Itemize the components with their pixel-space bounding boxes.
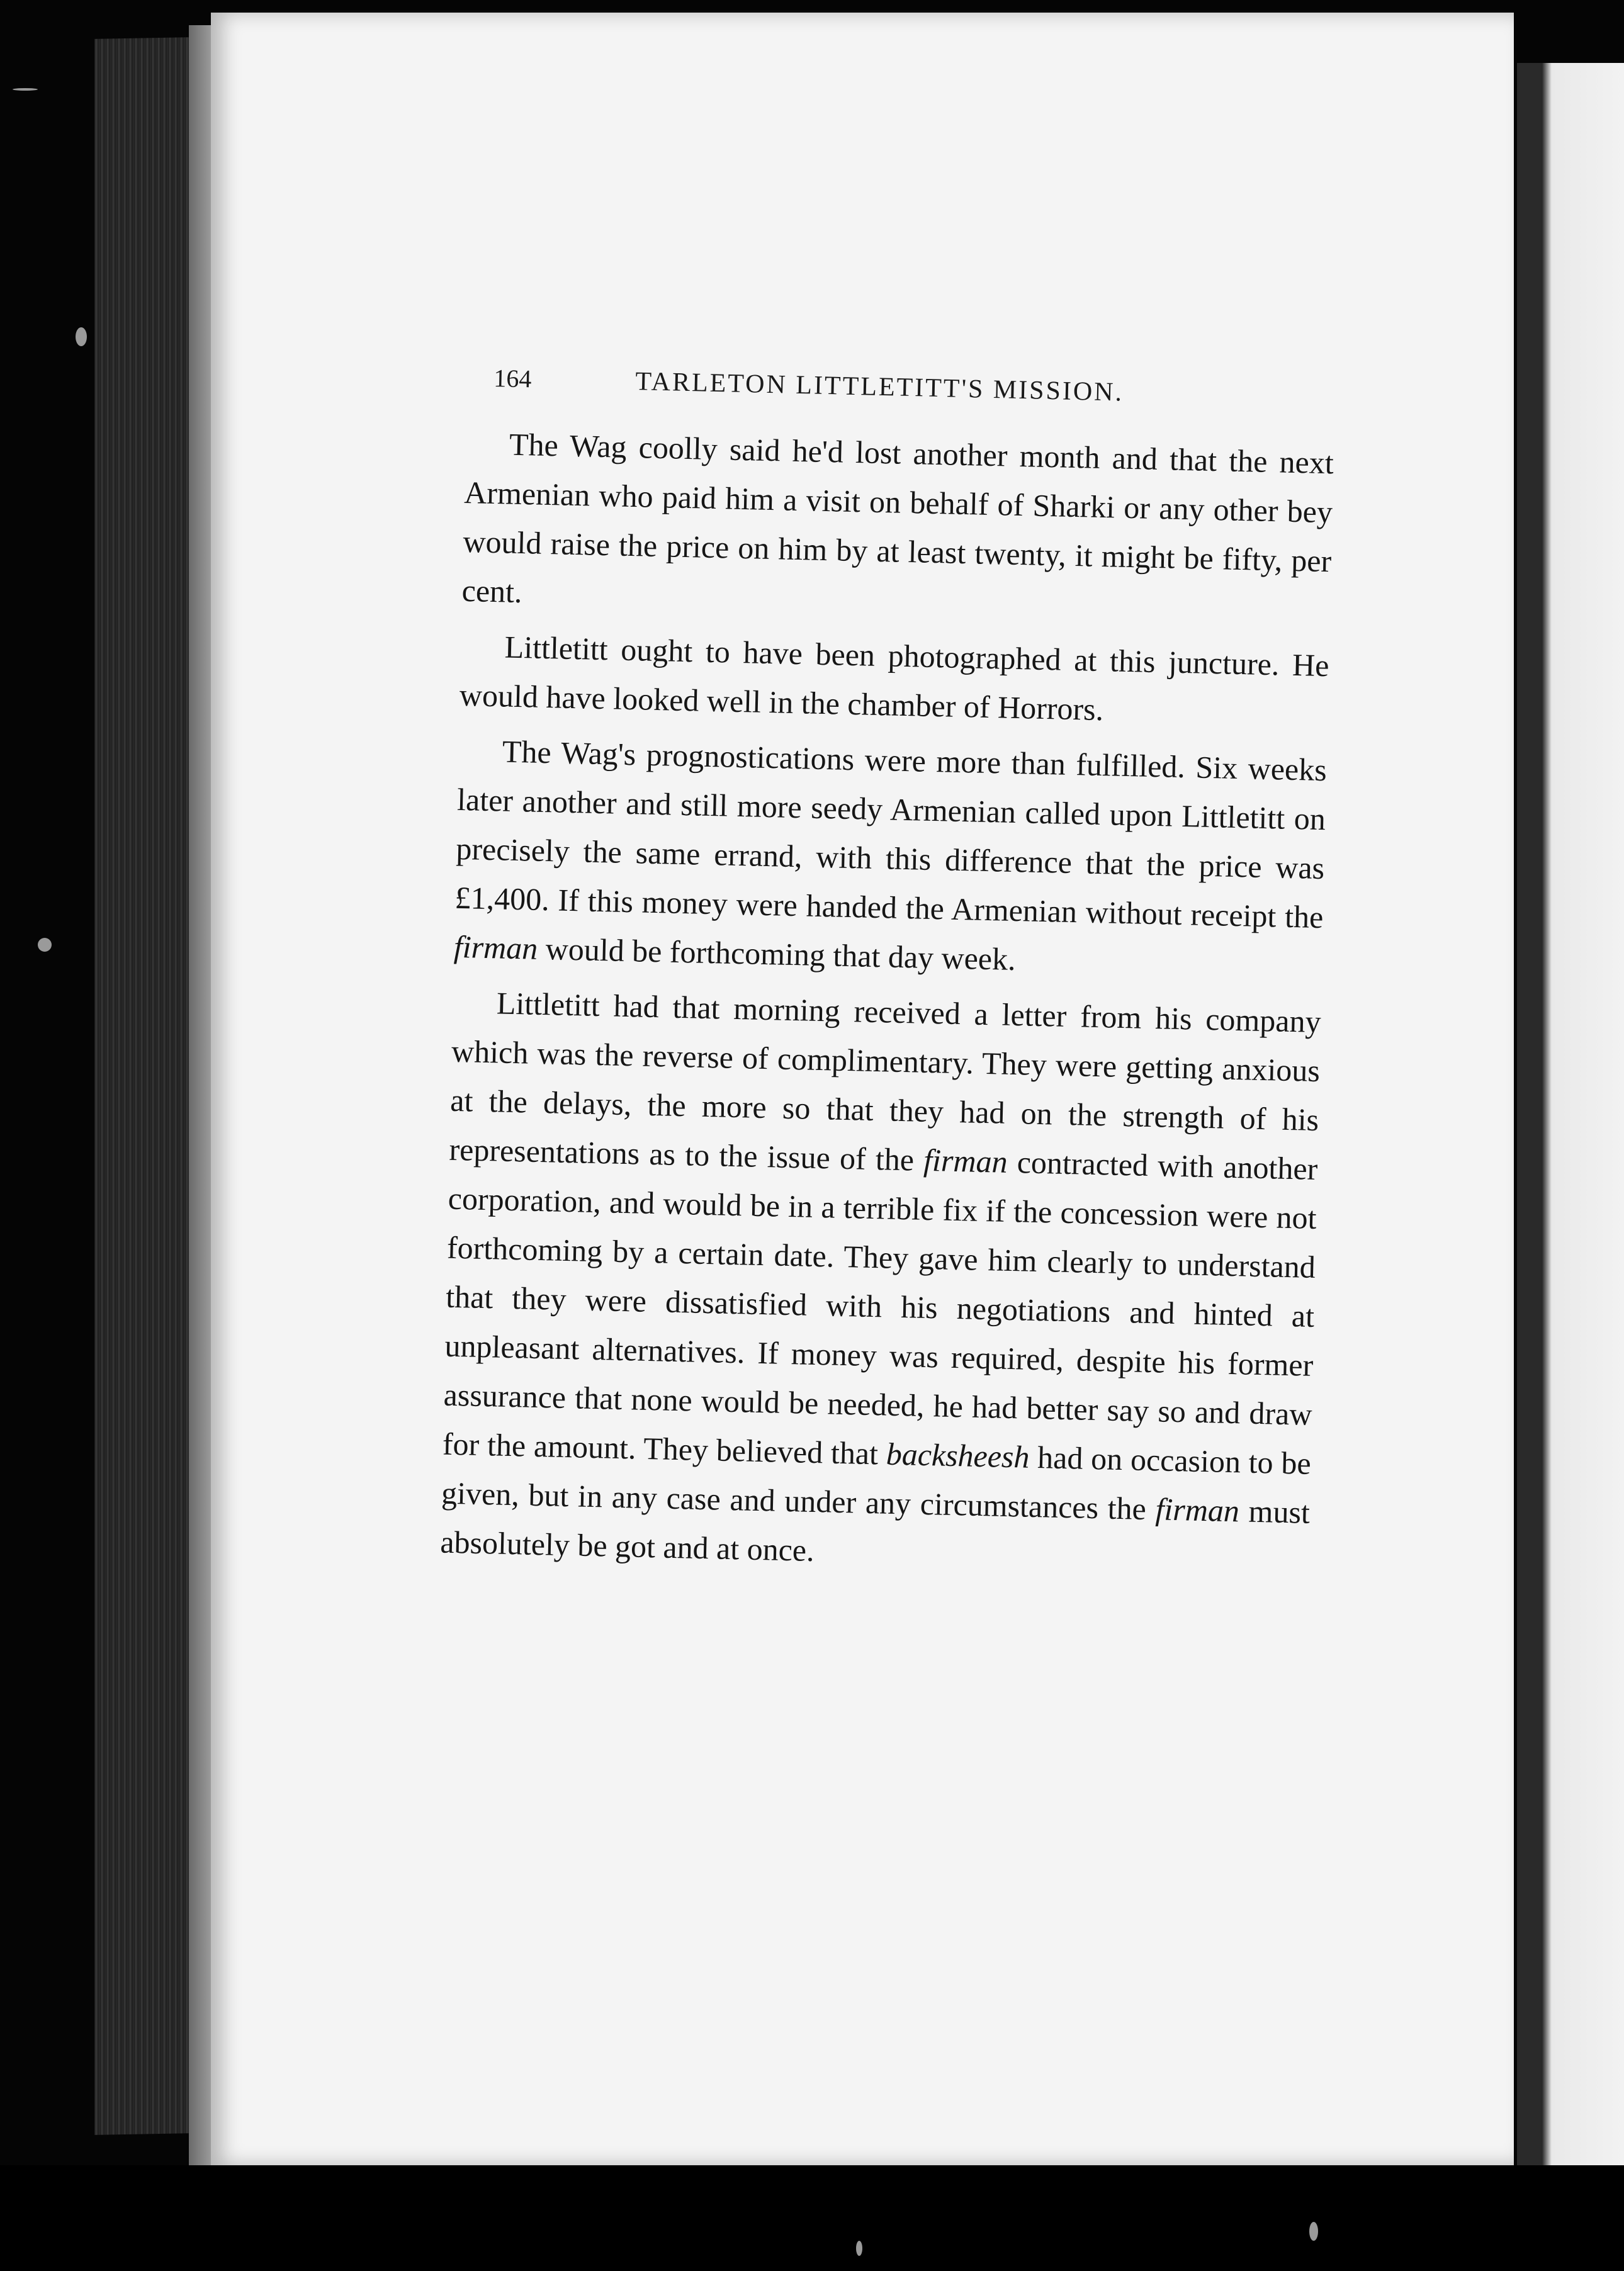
paragraph <box>459 621 1329 739</box>
dust-speck <box>13 88 38 91</box>
adjacent-page-edge <box>1517 63 1624 2216</box>
text-run: Littletitt ought to have been photographed at this juncture. He would have looked well in the chamber of Horrors. <box>459 629 1330 728</box>
dust-speck <box>76 327 87 346</box>
text-run: contracted with another corporation, and would be in a terrible fix if the concession were not forthcoming by a certain date. They gave him clearly to understand that they were dissatisfied with his negotiations and hinted at unpleasant alternatives. If money was required, despite his former assurance that none would be needed, he had better say so and draw for the amount. They believed that <box>442 1144 1318 1472</box>
text-run: would be forthcoming that day week. <box>537 930 1017 978</box>
text-run: had on occasion to be given, but in any case and under any circumstances the <box>441 1439 1312 1527</box>
scan-bottom-border <box>0 2165 1624 2271</box>
italic-term: backsheesh <box>886 1436 1030 1475</box>
running-head: TARLETON LITTLETITT'S MISSION. <box>634 367 1124 407</box>
italic-term: firman <box>453 928 538 966</box>
dust-speck <box>38 938 52 952</box>
paragraph <box>440 978 1322 1586</box>
body-text <box>439 419 1334 1592</box>
paragraph <box>453 726 1327 991</box>
text-run: The Wag coolly said he'd lost another month and that the next Armenian who paid him a visit on behalf of Sharki or any other bey would raise the price on him by at least twenty, it might be fifty, per cent. <box>461 426 1334 610</box>
text-run: must absolutely be got and at once. <box>439 1493 1311 1569</box>
paragraph <box>461 419 1334 634</box>
dust-speck <box>1309 2222 1318 2241</box>
dust-speck <box>856 2241 862 2256</box>
text-run: The Wag's prognostications were more than fulfilled. Six weeks later another and still more seedy Armenian called upon Littletitt on precisely the same errand, with this difference that the price was £1,400. If this money were handed the Armenian without receipt the <box>454 733 1328 935</box>
italic-term: firman <box>923 1142 1008 1180</box>
page-number: 164 <box>493 363 532 393</box>
text-run: Littletitt had that morning received a letter from his company which was the reverse of complimentary. They were getting anxious at the delays, the more so that they had on the strength of his representations as to the issue of the <box>449 985 1322 1178</box>
italic-term: firman <box>1154 1491 1240 1529</box>
